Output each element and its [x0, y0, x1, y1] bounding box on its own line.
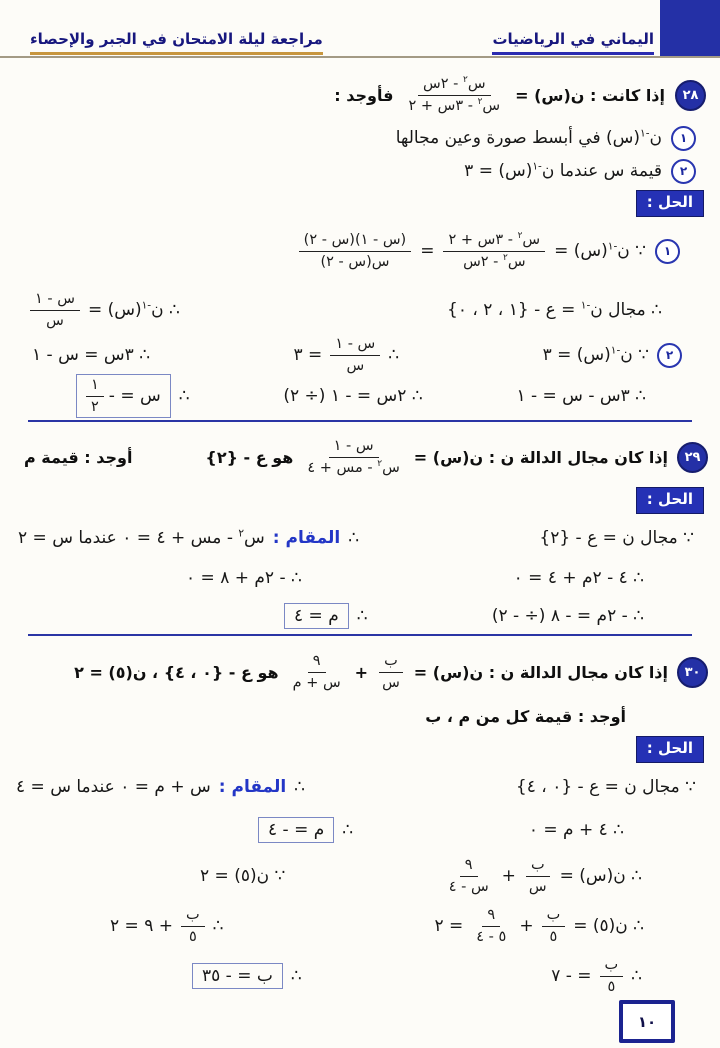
- equation-tail: = ٣: [293, 345, 323, 365]
- therefore-sign: ∴: [178, 386, 190, 406]
- fraction: [288, 653, 346, 691]
- plus-sign: +: [519, 916, 534, 936]
- fraction-numerator: س - ١: [330, 336, 380, 356]
- therefore-sign: ∴: [212, 916, 224, 936]
- fraction-numerator: ب: [542, 907, 566, 927]
- equation-text: ∴ - ٢م = - ٨ (÷ - ٢): [491, 606, 644, 626]
- plus-sign: +: [501, 866, 516, 886]
- answer-box: [76, 374, 171, 418]
- solution-label: الحل :: [636, 487, 704, 514]
- question-number-badge: ٢٨: [675, 80, 706, 111]
- fraction-numerator: س - ١: [329, 438, 379, 458]
- question-28-item-1: [396, 124, 696, 152]
- therefore-sign: ∴: [348, 528, 360, 548]
- fraction-denominator: س + م: [292, 674, 341, 691]
- fraction-denominator: س$^٢$ - مس + ٤: [307, 458, 400, 476]
- solution-28-line-2: [30, 286, 662, 334]
- equation-text: ∴ ٤ + م = ٠: [528, 820, 624, 840]
- equation-tail: + ٩ = ٢: [110, 916, 173, 936]
- equation-group: [30, 291, 180, 329]
- question-30-row: [74, 646, 708, 698]
- solution-30-badge: [636, 736, 704, 763]
- equation-text: ∴ - ٢م + ٨ = ٠: [186, 568, 302, 588]
- equation-group: [543, 343, 682, 368]
- fraction-denominator: س: [382, 674, 400, 691]
- solution-label: الحل :: [636, 190, 704, 217]
- item-text: ن$^{-١}$(س) في أبسط صورة وعين مجالها: [395, 127, 662, 148]
- solution-29-badge: [636, 487, 704, 514]
- equation-group: [110, 907, 223, 945]
- solution-30-line-1: [16, 772, 696, 802]
- section-divider: [28, 634, 692, 636]
- fraction-numerator: ٩: [460, 857, 478, 877]
- equation-text: ∴ ٤ - ٢م + ٤ = ٠: [513, 568, 644, 588]
- question-29-domain: هو ع - {٢}: [205, 447, 294, 467]
- question-30-find: أوجد : قيمة كل من م ، ب: [425, 706, 626, 726]
- fraction: [471, 907, 511, 945]
- question-29-row: [24, 432, 708, 482]
- fraction-numerator: ٩: [482, 907, 500, 927]
- fraction-numerator: ب: [379, 653, 403, 673]
- fraction: [524, 857, 552, 895]
- domain-statement: ∵ مجال ن = ع - {٢}: [539, 528, 694, 548]
- fraction-numerator: س$^٢$ - ٢س: [418, 76, 490, 96]
- equation-lead: ∴ ن(س) =: [559, 866, 642, 886]
- equation-text: ∴ ٢س = - ١ (÷ ٢): [283, 386, 423, 406]
- corner-decoration-block: [660, 0, 720, 56]
- fraction: [330, 336, 380, 374]
- page-title: مراجعة ليلة الامتحان في الجبر والإحصاء: [30, 30, 323, 55]
- fraction: [86, 377, 104, 415]
- fraction: [302, 438, 404, 476]
- fraction-denominator: س$^٢$ - ٣س + ٢: [408, 96, 501, 114]
- equation-text: ∵ ن$^{-١}$(س) = ٣: [542, 344, 649, 365]
- fraction-numerator: (س - ١)(س - ٢): [299, 232, 412, 252]
- answer-group: [192, 963, 302, 989]
- fraction-numerator: ٩: [308, 653, 326, 673]
- plus-sign: +: [354, 662, 369, 682]
- answer-box: م = ٤: [284, 603, 349, 629]
- solution-30-line-5: [192, 954, 642, 998]
- fraction-denominator: ٢: [91, 398, 99, 415]
- solution-28-step-1: [299, 224, 680, 278]
- fraction: [377, 653, 405, 691]
- therefore-sign: ∴: [631, 966, 642, 986]
- fraction-denominator: ٥ - ٤: [476, 928, 507, 945]
- step-number-badge: ١: [655, 239, 680, 264]
- therefore-sign: ∴: [290, 966, 302, 986]
- fraction-denominator: س$^٢$ - ٢س: [463, 252, 526, 270]
- question-28-intro: إذا كانت : ن(س) =: [515, 85, 665, 105]
- answer-group: [258, 817, 353, 843]
- equation-tail: = - ٧: [551, 966, 592, 986]
- section-divider: [28, 420, 692, 422]
- solution-28-line-4: [76, 374, 646, 418]
- fraction-denominator: س - ٤: [448, 878, 489, 895]
- fraction: [444, 857, 494, 895]
- equation-group: [444, 857, 642, 895]
- answer-box: ب = - ٣٥: [192, 963, 283, 989]
- answer-group: [284, 603, 368, 629]
- solution-label: الحل :: [636, 736, 704, 763]
- fraction-denominator: ٥: [549, 928, 558, 945]
- header-divider-rule: [0, 56, 720, 58]
- fraction: [30, 291, 80, 329]
- item-text: قيمة س عندما ن$^{-١}$(س) = ٣: [464, 160, 662, 181]
- equation-lead: ∴ ن$^{-١}$(س) =: [87, 299, 180, 320]
- fraction-numerator: ب: [181, 907, 205, 927]
- fraction-denominator: س: [346, 357, 365, 374]
- question-30-domain: هو ع - {٠ ، ٤} ، ن(٥) = ٢: [74, 662, 279, 682]
- denominator-label: المقام :: [218, 777, 287, 797]
- item-number-badge: ١: [671, 126, 696, 151]
- answer-group: [76, 374, 190, 418]
- solution-30-line-4: [110, 902, 644, 950]
- equation-tail: = ٢: [434, 916, 464, 936]
- fraction-numerator: ب: [526, 857, 550, 877]
- item-number-badge: ٢: [671, 159, 696, 184]
- solution-30-line-3: [200, 852, 642, 900]
- question-29-find: أوجد : قيمة م: [24, 447, 133, 467]
- question-number-badge: ٣٠: [677, 657, 708, 688]
- domain-statement: ∵ مجال ن = ع - {٠ ، ٤}: [515, 777, 696, 797]
- page-number-box: [619, 1000, 675, 1043]
- fraction-numerator: ب: [600, 957, 624, 977]
- denominator-label: المقام :: [272, 528, 341, 548]
- solution-29-line-1: [18, 523, 694, 553]
- fraction-denominator: ٥: [188, 928, 197, 945]
- therefore-sign: ∴: [388, 345, 400, 365]
- fraction: [299, 232, 412, 270]
- therefore-sign: ∴: [294, 777, 305, 797]
- therefore-sign: ∴: [342, 820, 354, 840]
- question-28-row: [334, 70, 706, 120]
- fraction: [403, 76, 505, 114]
- fraction: [443, 232, 545, 270]
- question-30-find-row: [425, 702, 626, 730]
- question-number-badge: ٢٩: [677, 442, 708, 473]
- question-28-item-2: [464, 157, 696, 185]
- series-title: اليماني في الرياضيات: [492, 30, 654, 55]
- solution-28-step-2: [32, 332, 682, 378]
- fraction: [600, 957, 624, 995]
- solution-28-badge: [636, 190, 704, 217]
- solution-30-line-2: [258, 814, 624, 846]
- equation-text: ∵ ن(٥) = ٢: [200, 866, 286, 886]
- fraction-denominator: ٥: [607, 978, 616, 995]
- domain-statement: ∴ مجال ن$^{-١}$ = ع - {١ ، ٢ ، ٠}: [447, 299, 662, 320]
- fraction-numerator: س$^٢$ - ٣س + ٢: [443, 232, 545, 252]
- question-29-intro: إذا كان مجال الدالة ن : ن(س) =: [413, 447, 668, 467]
- answer-lead: س = -: [108, 386, 161, 406]
- solution-29-line-3: [284, 600, 644, 632]
- equation-text: س$^٢$ - مس + ٤ = ٠ عندما س = ٢: [18, 527, 265, 548]
- fraction: [181, 907, 205, 945]
- fraction-denominator: س(س - ٢): [320, 253, 390, 270]
- fraction: [542, 907, 566, 945]
- fraction-numerator: س - ١: [30, 291, 80, 311]
- fraction-numerator: ١: [86, 377, 104, 397]
- fraction-denominator: س: [46, 312, 64, 329]
- equation-group: [18, 528, 359, 548]
- equation-text: ∴ ٣س = س - ١: [32, 345, 151, 365]
- answer-box: م = - ٤: [258, 817, 334, 843]
- equation-group: [551, 957, 642, 995]
- step-number-badge: ٢: [657, 343, 682, 368]
- solution-29-line-2: [186, 563, 644, 593]
- equation-lead: ∴ ن(٥) =: [573, 916, 644, 936]
- equation-group: [294, 336, 400, 374]
- equation-group: [16, 777, 305, 797]
- equation-group: [434, 907, 644, 945]
- page-number: ١٠: [637, 1012, 657, 1031]
- question-30-intro: إذا كان مجال الدالة ن : ن(س) =: [413, 662, 668, 682]
- equation-text: ∴ ٣س - س = - ١: [516, 386, 646, 406]
- fraction-denominator: س: [528, 878, 547, 895]
- question-28-outro: فأوجد :: [334, 85, 394, 105]
- therefore-sign: ∴: [356, 606, 368, 626]
- equation-lead: ∵ ن$^{-١}$(س) =: [554, 240, 646, 261]
- equals-sign: =: [420, 241, 435, 261]
- equation-text: س + م = ٠ عندما س = ٤: [16, 777, 211, 797]
